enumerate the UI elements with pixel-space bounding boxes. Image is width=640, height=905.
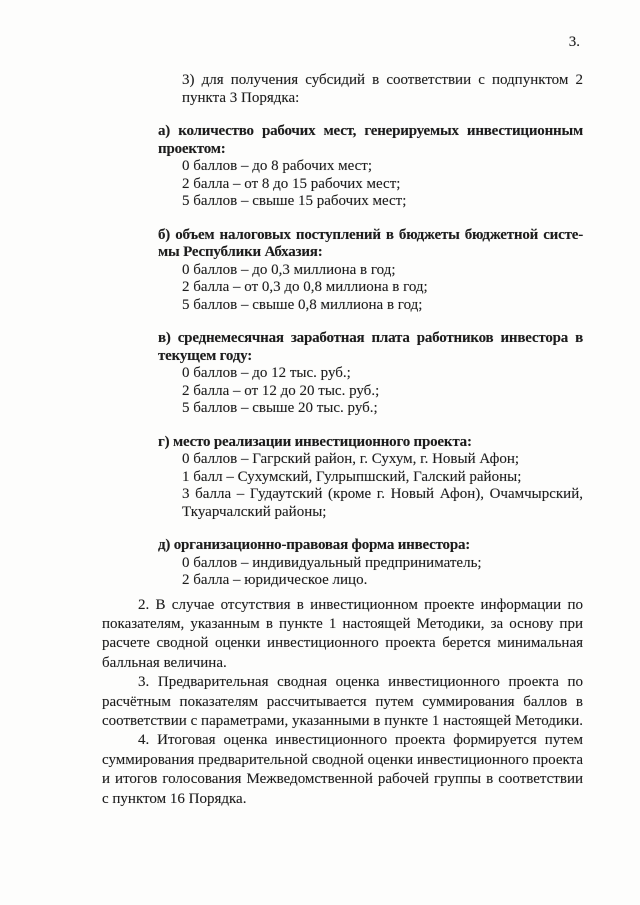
- score-item: Ткуарчалский районы;: [182, 503, 327, 520]
- score-item: 5 баллов – свыше 20 тыс. руб.;: [182, 400, 378, 416]
- section-a-jobs: [0, 123, 640, 211]
- paragraph-line: с пунктом 16 Порядка.: [102, 790, 247, 807]
- paragraph-line: суммирования предварительной сводной оценки инвестиционного проекта: [102, 751, 583, 768]
- score-item: 0 баллов – до 12 тыс. руб.;: [182, 365, 351, 381]
- heading-line: текущем году:: [158, 347, 253, 364]
- heading-line: г) место реализации инвестиционного проекта:: [158, 433, 472, 450]
- paragraph-line: балльная величина.: [102, 654, 227, 671]
- text-line: пункта 3 Порядка:: [182, 89, 300, 106]
- score-item: 0 баллов – до 0,3 миллиона в год;: [182, 261, 396, 278]
- page-number: 3.: [568, 34, 580, 50]
- score-item: 0 баллов – до 8 рабочих мест;: [182, 158, 372, 174]
- heading-line: мы Республики Абхазия:: [158, 244, 323, 260]
- paragraph-line: соответствии с параметрами, указанными в пункте 1 настоящей Методики.: [102, 712, 583, 729]
- paragraph-4: [0, 731, 640, 809]
- body-paragraphs: [0, 596, 640, 809]
- heading-line: проектом:: [158, 140, 226, 157]
- section-b-taxes: [0, 227, 640, 315]
- score-item: 2 балла – от 8 до 15 рабочих мест;: [182, 175, 401, 192]
- heading-line: в) среднемесячная заработная плата работников инвестора в: [158, 330, 583, 346]
- score-item: 5 баллов – свыше 15 рабочих мест;: [182, 193, 407, 209]
- section-c-salary: [0, 330, 640, 418]
- heading-line: б) объем налоговых поступлений в бюджеты бюджетной систе-: [158, 226, 583, 243]
- text-line: 3) для получения субсидий в соответствии с подпунктом 2: [182, 72, 583, 88]
- paragraph-line: 4. Итоговая оценка инвестиционного проекта формируется путем: [138, 732, 583, 749]
- score-item: 2 балла – от 12 до 20 тыс. руб.;: [182, 382, 380, 399]
- paragraph-line: расчете сводной оценки инвестиционного проекта берется минимальная: [102, 635, 583, 652]
- paragraph-line: 2. В случае отсутствия в инвестиционном проекте информации по: [138, 596, 583, 613]
- score-item: 5 баллов – свыше 0,8 миллиона в год;: [182, 296, 423, 313]
- score-item: 2 балла – от 0,3 до 0,8 миллиона в год;: [182, 279, 428, 295]
- paragraph-line: 3. Предварительная сводная оценка инвестиционного проекта по: [138, 674, 583, 691]
- paragraph-line: и итогов голосования Межведомственной рабочей группы в соответствии: [102, 771, 583, 788]
- heading-line: д) организационно-правовая форма инвестора:: [158, 537, 471, 553]
- score-item: 0 баллов – индивидуальный предприниматель;: [182, 554, 482, 571]
- score-item: 2 балла – юридическое лицо.: [182, 572, 368, 588]
- paragraph-2: [0, 596, 640, 674]
- heading-line: а) количество рабочих мест, генерируемых инвестиционным: [158, 123, 583, 139]
- score-item: 0 баллов – Гагрский район, г. Сухум, г. Новый Афон;: [182, 451, 520, 467]
- score-item: 3 балла – Гудаутский (кроме г. Новый Афон), Очамчырский,: [182, 486, 583, 502]
- paragraph-line: расчётным показателям рассчитывается путем суммирования баллов в: [102, 693, 583, 710]
- score-item: 1 балл – Сухумский, Гулрыпшский, Галский районы;: [182, 468, 522, 485]
- section-e-legal-form: [0, 537, 640, 590]
- paragraph-line: показателям, указанным в пункте 1 настоящей Методики, за основу при: [102, 615, 583, 632]
- intro-clause: [0, 72, 640, 107]
- section-d-location: [0, 434, 640, 522]
- paragraph-3: [0, 673, 640, 731]
